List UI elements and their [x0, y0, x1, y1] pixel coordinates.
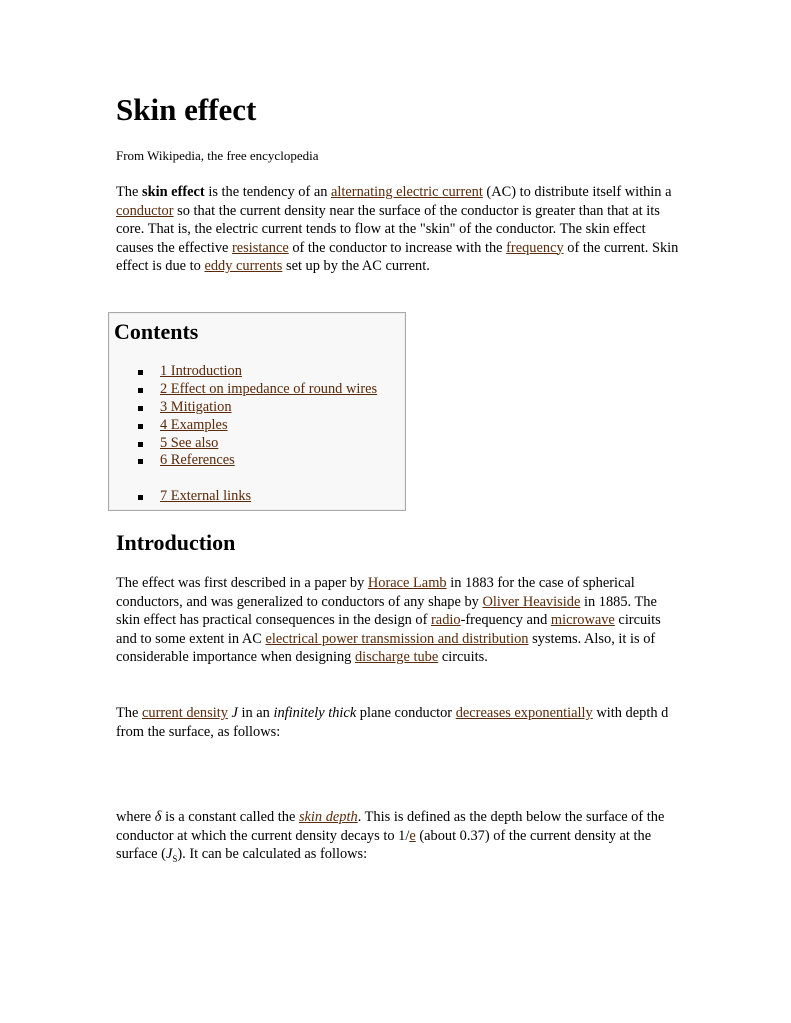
section-heading-introduction: Introduction [116, 530, 236, 555]
toc-link-introduction[interactable]: 1 Introduction [160, 363, 242, 379]
toc-link-mitigation[interactable]: 3 Mitigation [160, 398, 232, 415]
text: of the conductor to increase with the [288, 239, 507, 256]
link-horace-lamb[interactable]: Horace Lamb [367, 575, 447, 591]
text: where [116, 809, 155, 825]
emphasis: infinitely thick [273, 705, 357, 721]
toc-item [135, 399, 377, 417]
toc-link-references[interactable]: 6 References [160, 452, 235, 469]
bullet-icon [138, 459, 143, 464]
toc-item [135, 435, 377, 453]
text: with depth d from the surface, as follows: [116, 705, 669, 740]
text: so that the current density near the surface of the conductor is greater than that at its core. That is, the electric current tends to flow at the "skin" of the conductor. The skin effect causes the effective [116, 202, 660, 256]
text: (about 0.37) of the current density at the surface ( [116, 827, 652, 862]
text: systems. Also, it is of considerable importance when designing [116, 630, 656, 665]
variable-j: J [231, 705, 238, 721]
link-oliver-heaviside[interactable]: Oliver Heaviside [482, 593, 581, 610]
history-paragraph [116, 574, 682, 667]
link-radio[interactable]: radio [431, 612, 461, 628]
text: . This is defined as the depth below the surface of the conductor at which the current density decays to 1/ [116, 809, 665, 844]
toc-item [135, 452, 377, 470]
bullet-icon [138, 495, 143, 500]
skin-depth-paragraph [116, 808, 682, 864]
text: circuits and to some extent in AC [116, 612, 661, 647]
text: circuits. [438, 649, 488, 665]
link-skin-depth[interactable] [299, 809, 358, 825]
link-e[interactable]: e [409, 827, 416, 844]
text: in 1883 for the case of spherical conductors, and was generalized to conductors of any shape by [116, 575, 635, 610]
bold-term: skin effect [141, 184, 205, 200]
link-discharge-tube[interactable]: discharge tube [354, 649, 439, 665]
toc-list [135, 363, 377, 506]
text: is a constant called the [161, 809, 299, 825]
text: The [116, 184, 142, 200]
link-frequency[interactable]: frequency [506, 239, 564, 256]
text: The [116, 705, 142, 721]
skin-depth-term: skin depth [298, 809, 358, 825]
link-conductor[interactable]: conductor [116, 202, 174, 219]
bullet-icon [138, 442, 143, 447]
link-eddy-currents[interactable]: eddy currents [204, 258, 283, 274]
toc-heading: Contents [114, 319, 199, 344]
text: plane conductor [356, 705, 456, 721]
toc-item [135, 381, 377, 399]
toc-item [135, 417, 377, 435]
toc-link-impedance[interactable]: 2 Effect on impedance of round wires [160, 380, 378, 397]
current-density-paragraph [116, 704, 682, 741]
page-title: Skin effect [116, 92, 257, 127]
variable-j: J [165, 846, 173, 862]
toc-link-see-also[interactable]: 5 See also [160, 434, 219, 451]
toc-item [135, 363, 377, 381]
table-of-contents [108, 312, 406, 511]
subscript-s: S [172, 853, 178, 864]
text: set up by the AC current. [282, 258, 430, 274]
text: -frequency and [460, 612, 551, 628]
text: is the tendency of an [204, 184, 332, 200]
variable-delta: δ [154, 809, 162, 825]
text: (AC) to distribute itself within a [482, 184, 672, 200]
text: in 1885. The skin effect has practical consequences in the design of [116, 593, 657, 628]
bullet-icon [138, 388, 143, 393]
intro-paragraph [116, 183, 682, 276]
toc-link-examples[interactable]: 4 Examples [160, 416, 228, 433]
text: ). It can be calculated as follows: [177, 846, 368, 862]
text: The effect was first described in a paper by [116, 575, 368, 591]
tagline: From Wikipedia, the free encyclopedia [116, 148, 319, 163]
bullet-icon [138, 370, 143, 375]
link-alternating-current[interactable]: alternating electric current [331, 184, 483, 200]
toc-item [135, 488, 377, 506]
link-power-transmission[interactable]: electrical power transmission and distribution [265, 630, 529, 647]
link-exponential-decay[interactable]: decreases exponentially [455, 705, 593, 721]
text: of the current. Skin effect is due to [116, 239, 679, 274]
text: in an [237, 705, 274, 721]
link-resistance[interactable]: resistance [232, 239, 289, 256]
link-microwave[interactable]: microwave [550, 612, 615, 628]
bullet-icon [138, 424, 143, 429]
toc-link-external-links[interactable]: 7 External links [160, 488, 252, 505]
bullet-icon [138, 406, 143, 411]
link-current-density[interactable]: current density [141, 705, 228, 721]
